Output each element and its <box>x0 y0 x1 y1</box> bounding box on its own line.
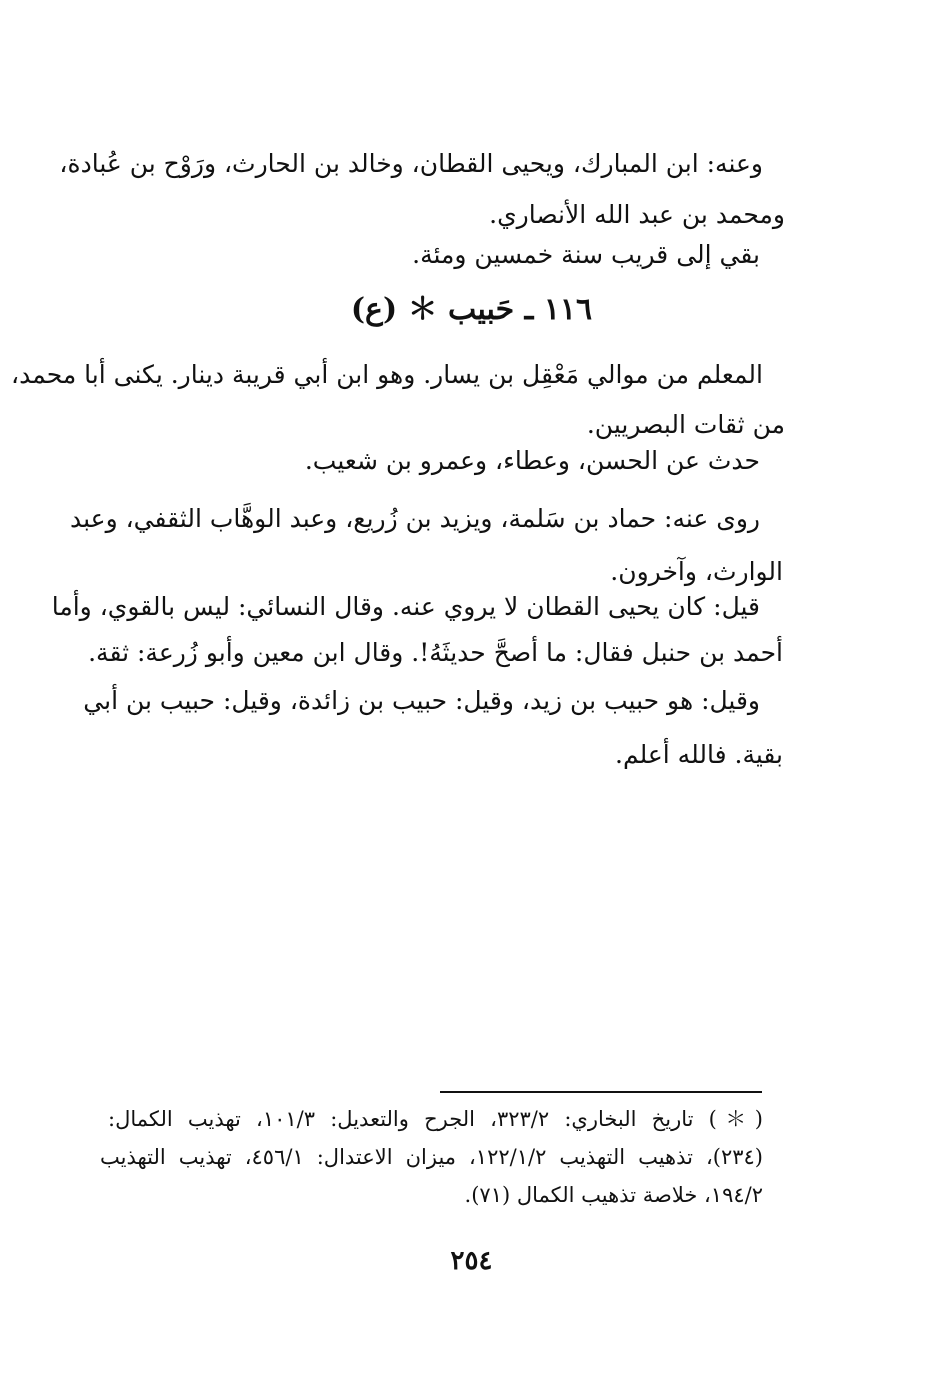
text-line-narrators-from: وعنه: ابن المبارك، ويحيى القطان، وخالد بن الحارث، ورَوْح بن عُبادة، <box>59 149 763 178</box>
entry-line: روى عنه: حماد بن سَلمة، ويزيد بن زُريع، وعبد الوهَّاب الثقفي، وعبد <box>69 504 760 533</box>
footnote-separator <box>440 1091 762 1093</box>
entry-line: قيل: كان يحيى القطان لا يروي عنه. وقال النسائي: ليس بالقوي، وأما <box>51 592 760 621</box>
entry-line: وقيل: هو حبيب بن زيد، وقيل: حبيب بن زائدة، وقيل: حبيب بن أبي <box>83 686 760 715</box>
footnote-line: ١٩٤/٢، خلاصة تذهيب الكمال (٧١). <box>464 1183 763 1207</box>
entry-line: المعلم من موالي مَعْقِل بن يسار. وهو ابن أبي قريبة دينار. يكنى أبا محمد، <box>11 360 763 389</box>
entry-heading: ١١٦ ـ حَبيب ＊ (ع) <box>350 292 593 327</box>
footnote-line: (٢٣٤)، تذهيب التهذيب ١٢٢/١/٢، ميزان الاعتدال: ٤٥٦/١، تهذيب التهذيب <box>100 1145 763 1169</box>
text-line-ansari: ومحمد بن عبد الله الأنصاري. <box>489 200 785 229</box>
entry-line: الوارث، وآخرون. <box>610 557 783 586</box>
entry-line: من ثقات البصريين. <box>586 410 785 439</box>
page-number: ٢٥٤ <box>450 1246 493 1276</box>
footnote-line: (＊) تاريخ البخاري: ٣٢٣/٢، الجرح والتعديل: ١٠١/٣، تهذيب الكمال: <box>108 1107 763 1131</box>
entry-line: أحمد بن حنبل فقال: ما أصحَّ حديثَهُ!. وقال ابن معين وأبو زُرعة: ثقة. <box>88 638 783 667</box>
text-line-death-year: بقي إلى قريب سنة خمسين ومئة. <box>412 240 760 269</box>
entry-line: حدث عن الحسن، وعطاء، وعمرو بن شعيب. <box>304 446 760 475</box>
entry-line: بقية. فالله أعلم. <box>615 740 783 769</box>
